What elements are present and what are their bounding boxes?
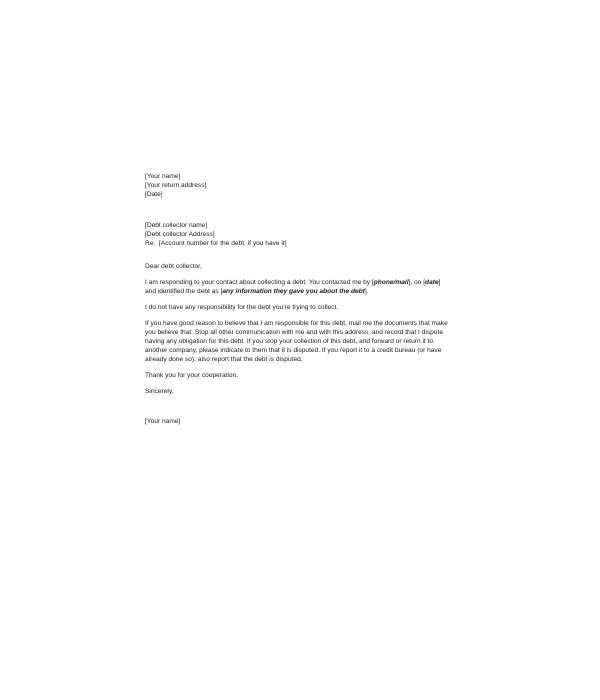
letter-body xyxy=(145,172,465,426)
paragraph-no-responsibility: I do not have any responsibility for the debt you’re trying to collect. xyxy=(145,304,339,311)
contact-date-placeholder: date xyxy=(425,279,439,286)
paragraph-text: ]. xyxy=(364,288,369,295)
paragraph-line: having any obligation for this debt. If you stop your collection of this debt, and forward or return it to xyxy=(145,338,434,345)
salutation: Dear debt collector, xyxy=(145,263,202,270)
paragraph-text: and identified the debt as [ xyxy=(145,288,223,295)
paragraph-dispute xyxy=(145,319,465,364)
reference-value: [Account number for the debt, if you have it] xyxy=(159,240,287,247)
signature-name: [Your name] xyxy=(145,418,181,425)
paragraph-contact xyxy=(145,278,465,296)
recipient-block xyxy=(145,221,465,248)
debt-info-placeholder: any information they gave you about the debt xyxy=(222,288,365,295)
paragraph-text: I am responding to your contact about collecting a debt. You contacted me by [ xyxy=(145,279,374,286)
sender-block xyxy=(145,172,465,199)
closing-line: Sincerely, xyxy=(145,388,174,395)
paragraph-line: already done so), also report that the debt is disputed. xyxy=(145,356,303,363)
sender-name: [Your name] xyxy=(145,173,181,180)
paragraph-line: If you have good reason to believe that I am responsible for this debt, mail me the documents that make xyxy=(145,320,448,327)
sender-address: [Your return address] xyxy=(145,182,207,189)
paragraph-line: another company, please indicate to them that it is disputed. If you report it to a credit bureau (or have xyxy=(145,347,442,354)
thanks-line: Thank you for your cooperation. xyxy=(145,372,239,379)
paragraph-line: you believe that. Stop all other communication with me and with this address, and record that I dispute xyxy=(145,329,443,336)
paragraph-text: ] xyxy=(438,279,441,286)
reference-label: Re: xyxy=(145,240,156,247)
contact-method-placeholder: phone/mail xyxy=(373,279,409,286)
recipient-name: [Debt collector name] xyxy=(145,222,208,229)
reference-line xyxy=(145,239,465,248)
letter-date: [Date] xyxy=(145,191,163,198)
paragraph-text: ], on [ xyxy=(408,279,426,286)
recipient-address: [Debt collector Address] xyxy=(145,231,215,238)
